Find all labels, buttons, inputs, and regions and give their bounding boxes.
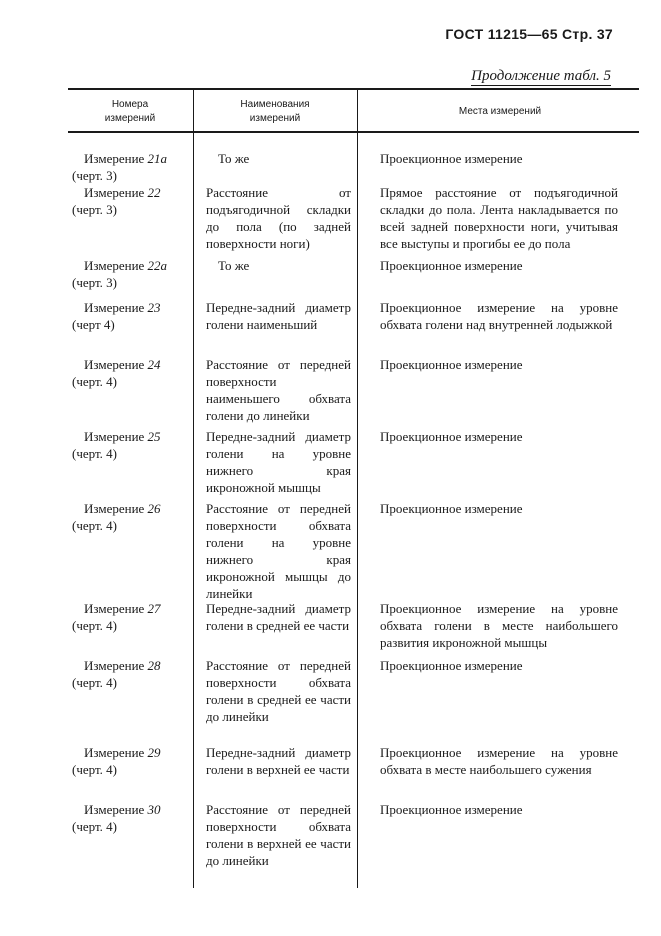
measurement-name: Передне-задний диаметр голени в средней ее части xyxy=(206,601,351,633)
measurement-name: То же xyxy=(218,258,250,273)
measurement-name: Расстояние от передней поверхности обхвата голени на уровне нижнего края икроножной мышцы до линейки xyxy=(206,501,351,601)
column-divider-1 xyxy=(193,88,194,888)
measurement-place: Прямое расстояние от подъягодичной складки до пола. Лента накладывается по всей задней поверхности ноги, учитывая все выступы и прогибы ее до пола xyxy=(380,185,618,251)
measurement-name: Расстояние от передней поверхности обхвата голени в верхней ее части до линейки xyxy=(206,802,351,868)
measurement-place: Проекционное измерение xyxy=(380,258,523,273)
measurement-number: Измерение 24 (черт. 4) xyxy=(72,357,161,389)
measurement-number: Измерение 29 (черт. 4) xyxy=(72,745,161,777)
measurement-place: Проекционное измерение xyxy=(380,802,523,817)
column-divider-2 xyxy=(357,88,358,888)
measurement-number: Измерение 27 (черт. 4) xyxy=(72,601,161,633)
measurement-place: Проекционное измерение на уровне обхвата в месте наибольшего сужения xyxy=(380,745,618,777)
column-header-names: Наименования измерений xyxy=(240,99,310,124)
measurement-place: Проекционное измерение xyxy=(380,151,523,166)
measurement-number: Измерение 23 (черт 4) xyxy=(72,300,161,332)
measurement-place: Проекционное измерение xyxy=(380,501,523,516)
measurement-name: Передне-задний диаметр голени на уровне нижнего края икроножной мышцы xyxy=(206,429,351,495)
measurement-name: Расстояние от передней поверхности обхвата голени в средней ее части до линейки xyxy=(206,658,351,724)
measurement-number: Измерение 22а (черт. 3) xyxy=(72,258,168,290)
measurement-number: Измерение 30 (черт. 4) xyxy=(72,802,161,834)
measurement-place: Проекционное измерение xyxy=(380,658,523,673)
column-header-numbers: Номера измерений xyxy=(104,99,156,124)
measurement-name: Передне-задний диаметр голени в верхней ее части xyxy=(206,745,351,777)
table-continuation-label: Продолжение табл. 5 xyxy=(471,68,611,84)
measurement-place: Проекционное измерение xyxy=(380,357,523,372)
measurement-place: Проекционное измерение на уровне обхвата голени в месте наибольшего развития икроножной мышцы xyxy=(380,601,618,650)
measurement-name: Передне-задний диаметр голени наименьший xyxy=(206,300,351,332)
measurement-name: Расстояние от передней поверхности наименьшего обхвата голени до линейки xyxy=(206,357,351,423)
measurement-number: Измерение 21а (черт. 3) xyxy=(72,151,168,183)
page-header: ГОСТ 11215—65 Стр. 37 xyxy=(445,26,613,42)
measurement-number: Измерение 22 (черт. 3) xyxy=(72,185,161,217)
table-top-rule xyxy=(68,88,639,90)
measurement-place: Проекционное измерение xyxy=(380,429,523,444)
measurement-number: Измерение 26 (черт. 4) xyxy=(72,501,161,533)
measurement-number: Измерение 28 (черт. 4) xyxy=(72,658,161,690)
measurement-number: Измерение 25 (черт. 4) xyxy=(72,429,161,461)
measurement-place: Проекционное измерение на уровне обхвата голени над внутренней лодыжкой xyxy=(380,300,618,332)
measurement-name: Расстояние от подъягодичной складки до пола (по задней поверхности ноги) xyxy=(206,185,351,251)
measurement-name: То же xyxy=(218,151,250,166)
table-header-rule xyxy=(68,131,639,133)
column-header-places: Места измерений xyxy=(458,106,542,117)
